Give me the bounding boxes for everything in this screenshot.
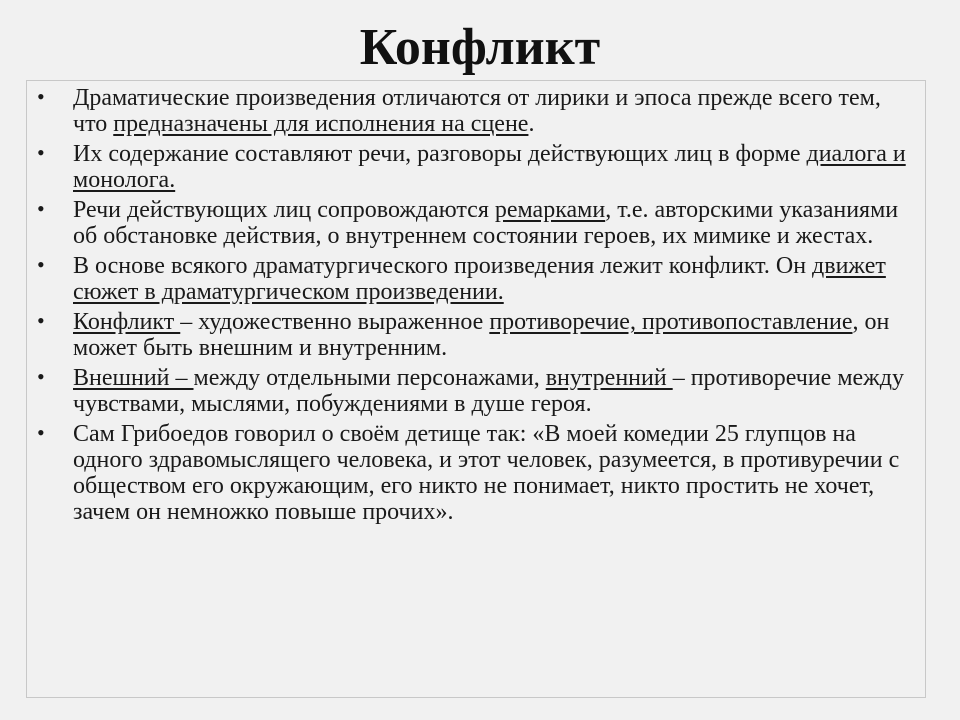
text-segment: . [528, 111, 535, 137]
bullet-item [27, 197, 927, 249]
bullet-dot-icon: • [37, 420, 45, 445]
bullet-item [27, 309, 927, 361]
text-segment: В основе всякого драматургического произведения лежит конфликт. Он [73, 253, 813, 279]
text-segment: Драматические произведения отличаются от лирики и эпоса прежде всего тем, что [73, 85, 881, 137]
bullet-item [27, 85, 927, 137]
underlined-text: диалога и монолога. [73, 141, 906, 193]
underlined-text: ремарками [494, 197, 606, 223]
underlined-text: противоречие, противопоставление [489, 309, 853, 335]
bullet-dot-icon: • [37, 364, 45, 389]
text-segment: , он может быть внешним и внутренним. [73, 309, 890, 361]
bullet-item [27, 365, 927, 417]
text-segment: между отдельными персонажами, [193, 365, 546, 391]
bullet-dot-icon: • [37, 84, 45, 109]
text-segment: Их содержание составляют речи, разговоры действующих лиц в форме [73, 141, 807, 167]
bullet-list [27, 85, 927, 529]
slide-title: Конфликт [359, 19, 601, 76]
underlined-text: Внешний – [73, 365, 194, 391]
underlined-text: Конфликт [73, 309, 181, 335]
content-box [26, 80, 926, 698]
bullet-dot-icon: • [37, 140, 45, 165]
underlined-text: предназначены для исполнения на сцене [113, 111, 529, 137]
bullet-dot-icon: • [37, 308, 45, 333]
underlined-text: движет сюжет в драматургическом произведении. [73, 253, 886, 305]
bullet-item [27, 421, 927, 525]
text-segment: – художественно выраженное [180, 309, 490, 335]
text-segment: – противоречие между чувствами, мыслями, побуждениями в душе героя. [73, 365, 904, 417]
text-segment: Сам Грибоедов говорил о своём детище так: «В моей комедии 25 глупцов на одного здравомыслящего человека, и этот человек, разумеется, в противуречии с обществом его окружающим, его никто не понимает, никто простить не хочет, зачем он немножко повыше прочих». [73, 421, 900, 525]
underlined-text: внутренний [545, 365, 673, 391]
text-segment: , т.е. авторскими указаниями об обстановке действия, о внутреннем состоянии героев, их мимике и жестах. [73, 197, 899, 249]
text-segment: Речи действующих лиц сопровождаются [73, 197, 495, 223]
bullet-dot-icon: • [37, 252, 45, 277]
bullet-item [27, 253, 927, 305]
bullet-item [27, 141, 927, 193]
bullet-dot-icon: • [37, 196, 45, 221]
